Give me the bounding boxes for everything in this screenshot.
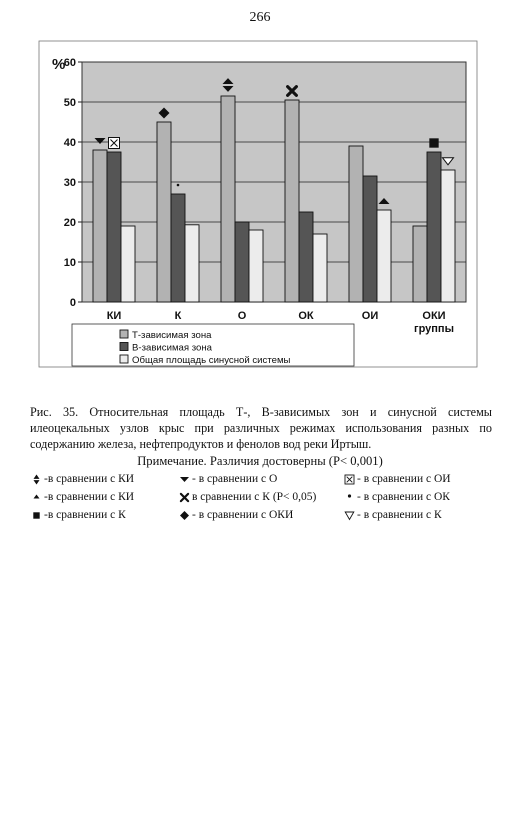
comparison-text: - в сравнении с ОК — [357, 491, 450, 503]
legend-label: Т-зависимая зона — [132, 330, 212, 341]
comparison-text: - в сравнении с ОКИ — [192, 509, 294, 521]
comparison-row — [30, 470, 500, 488]
significance-note: Примечание. Различия достоверны (P< 0,001) — [137, 454, 383, 468]
diamond-icon-glyph — [179, 510, 190, 521]
x-tick-label: К — [174, 310, 182, 322]
bar — [221, 96, 235, 302]
comparison-row — [30, 488, 500, 506]
boxed-x-icon — [109, 138, 120, 149]
open-triangle-down-icon — [343, 510, 355, 521]
comparison-text: - в сравнении с ОИ — [357, 473, 451, 485]
comparison-row — [30, 506, 500, 524]
diamond-icon — [178, 510, 190, 521]
bar-chart — [38, 40, 478, 370]
open-triangle-down-icon-glyph — [344, 510, 355, 521]
boxed-x-icon — [343, 474, 355, 485]
dot-icon-glyph — [344, 492, 355, 503]
bar — [413, 226, 427, 302]
y-tick-label: 30 — [63, 177, 76, 189]
bar — [441, 170, 455, 302]
bar — [313, 234, 327, 302]
bar — [107, 152, 121, 302]
legend-label: Общая площадь синусной системы — [132, 355, 291, 366]
bar — [235, 222, 249, 302]
y-tick-label: 10 — [63, 257, 76, 269]
bar — [93, 150, 107, 302]
bar — [171, 194, 185, 302]
y-axis-label: % — [52, 56, 66, 73]
down-triangle-icon — [178, 474, 190, 485]
comparison-item — [343, 509, 493, 521]
x-tick-label: ОКИ — [422, 310, 446, 322]
bar — [185, 225, 199, 302]
legend-swatch — [120, 330, 128, 338]
bar — [285, 100, 299, 302]
bar — [377, 210, 391, 302]
page-number: 266 — [249, 10, 271, 25]
up-triangle-icon-glyph — [31, 492, 42, 503]
bar — [157, 122, 171, 302]
x-tick-label: КИ — [106, 310, 122, 322]
legend-swatch — [120, 343, 128, 351]
dot-icon — [177, 184, 180, 187]
boxed-x-icon-glyph — [344, 474, 355, 485]
y-tick-label: 60 — [63, 57, 76, 69]
y-tick-label: 40 — [63, 137, 76, 149]
y-tick-label: 20 — [63, 217, 76, 229]
x-axis-label: группы — [414, 323, 454, 335]
square-icon-glyph — [31, 510, 42, 521]
up-down-triangles-icon — [30, 474, 42, 485]
comparison-text: - в сравнении с К — [357, 509, 442, 521]
square-icon — [30, 510, 42, 521]
comparison-item — [343, 473, 493, 485]
x-mark-icon — [178, 492, 190, 503]
comparison-text: -в сравнении с КИ — [44, 473, 135, 485]
down-triangle-icon-glyph — [179, 474, 190, 485]
comparison-text: в сравнении с К (P< 0,05) — [192, 491, 317, 503]
comparison-item — [178, 491, 343, 503]
chart-svg — [38, 40, 478, 370]
comparison-item — [178, 473, 343, 485]
bar — [427, 152, 441, 302]
comparison-item — [30, 509, 178, 521]
x-mark-icon-glyph — [179, 492, 190, 503]
up-triangle-icon — [30, 492, 42, 503]
x-tick-label: ОИ — [361, 310, 379, 322]
bar — [349, 146, 363, 302]
y-tick-label: 0 — [69, 297, 76, 309]
comparison-text: -в сравнении с К — [44, 509, 126, 521]
bar — [363, 176, 377, 302]
y-tick-label: 50 — [63, 97, 76, 109]
comparison-item — [343, 491, 493, 503]
comparison-text: -в сравнении с КИ — [44, 491, 135, 503]
comparison-legend — [30, 470, 500, 524]
square-icon — [429, 138, 438, 147]
bar — [121, 226, 135, 302]
bar — [299, 212, 313, 302]
figure-caption: Рис. 35. Относительная площадь Т-, В-зависимых зон и синусной системы илеоцекальных узлов крыс при различных режимах использования разных по содержанию железа, нефтепродуктов и фенолов вод реки Иртыш. — [30, 405, 492, 451]
comparison-text: - в сравнении с О — [192, 473, 278, 485]
legend-label: В-зависимая зона — [132, 342, 212, 354]
up-down-triangles-icon-glyph — [31, 474, 42, 485]
legend-swatch — [120, 355, 128, 363]
dot-icon — [343, 492, 355, 503]
comparison-item — [178, 509, 343, 521]
bar — [249, 230, 263, 302]
x-tick-label: О — [237, 310, 247, 322]
x-tick-label: ОК — [298, 310, 314, 322]
comparison-item — [30, 491, 178, 503]
comparison-item — [30, 473, 178, 485]
